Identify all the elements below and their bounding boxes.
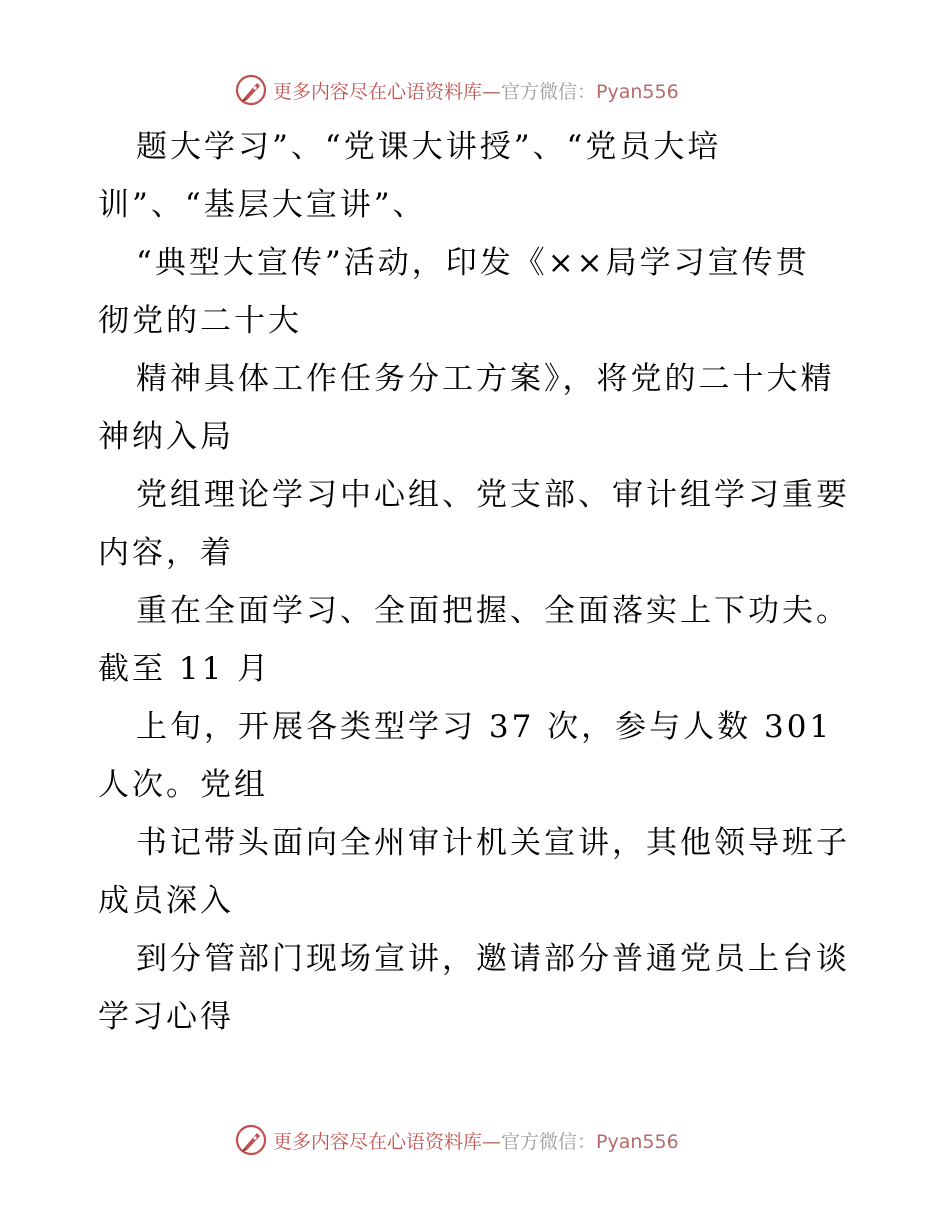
pen-nib-logo-icon [235, 1124, 267, 1156]
watermark-site: 更多内容尽在心语资料库 [273, 1130, 483, 1153]
text-line: 重在全面学习、全面把握、全面落实上下功夫。 [136, 593, 850, 629]
text-line: 内容，着 [98, 535, 234, 571]
text-line: 题大学习”、“党课大讲授”、“党员大培 [136, 129, 722, 165]
pen-nib-logo-icon [235, 74, 267, 106]
header-watermark [235, 70, 715, 110]
watermark-account: Pyan556 [596, 80, 679, 103]
text-line: 精神具体工作任务分工方案》，将党的二十大精 [136, 361, 835, 397]
text-line: 彻党的二十大 [98, 303, 302, 339]
text-line: 神纳入局 [98, 419, 234, 455]
watermark-site: 更多内容尽在心语资料库 [273, 80, 483, 103]
text-line: 学习心得 [98, 999, 234, 1035]
text-line: 截至 11 月 [98, 651, 272, 687]
text-line: 党组理论学习中心组、党支部、审计组学习重要 [136, 477, 850, 513]
watermark-text [273, 1127, 679, 1154]
text-line: 到分管部门现场宣讲，邀请部分普通党员上台谈 [136, 941, 850, 977]
watermark-separator: — [482, 80, 502, 103]
text-line: 上旬，开展各类型学习 37 次，参与人数 301 [136, 709, 833, 745]
text-line: 成员深入 [98, 883, 234, 919]
watermark-label: 官方微信： [501, 80, 597, 103]
text-line: “典型大宣传”活动，印发《××局学习宣传贯 [136, 245, 810, 281]
watermark-text [273, 77, 679, 104]
body-text [98, 118, 858, 1046]
text-line: 人次。党组 [98, 767, 268, 803]
watermark-separator: — [482, 1130, 502, 1153]
watermark-label: 官方微信： [501, 1130, 597, 1153]
watermark-account: Pyan556 [596, 1130, 679, 1153]
footer-watermark [235, 1120, 715, 1160]
text-line: 书记带头面向全州审计机关宣讲，其他领导班子 [136, 825, 850, 861]
text-line: 训”、“基层大宣讲”、 [98, 187, 427, 223]
